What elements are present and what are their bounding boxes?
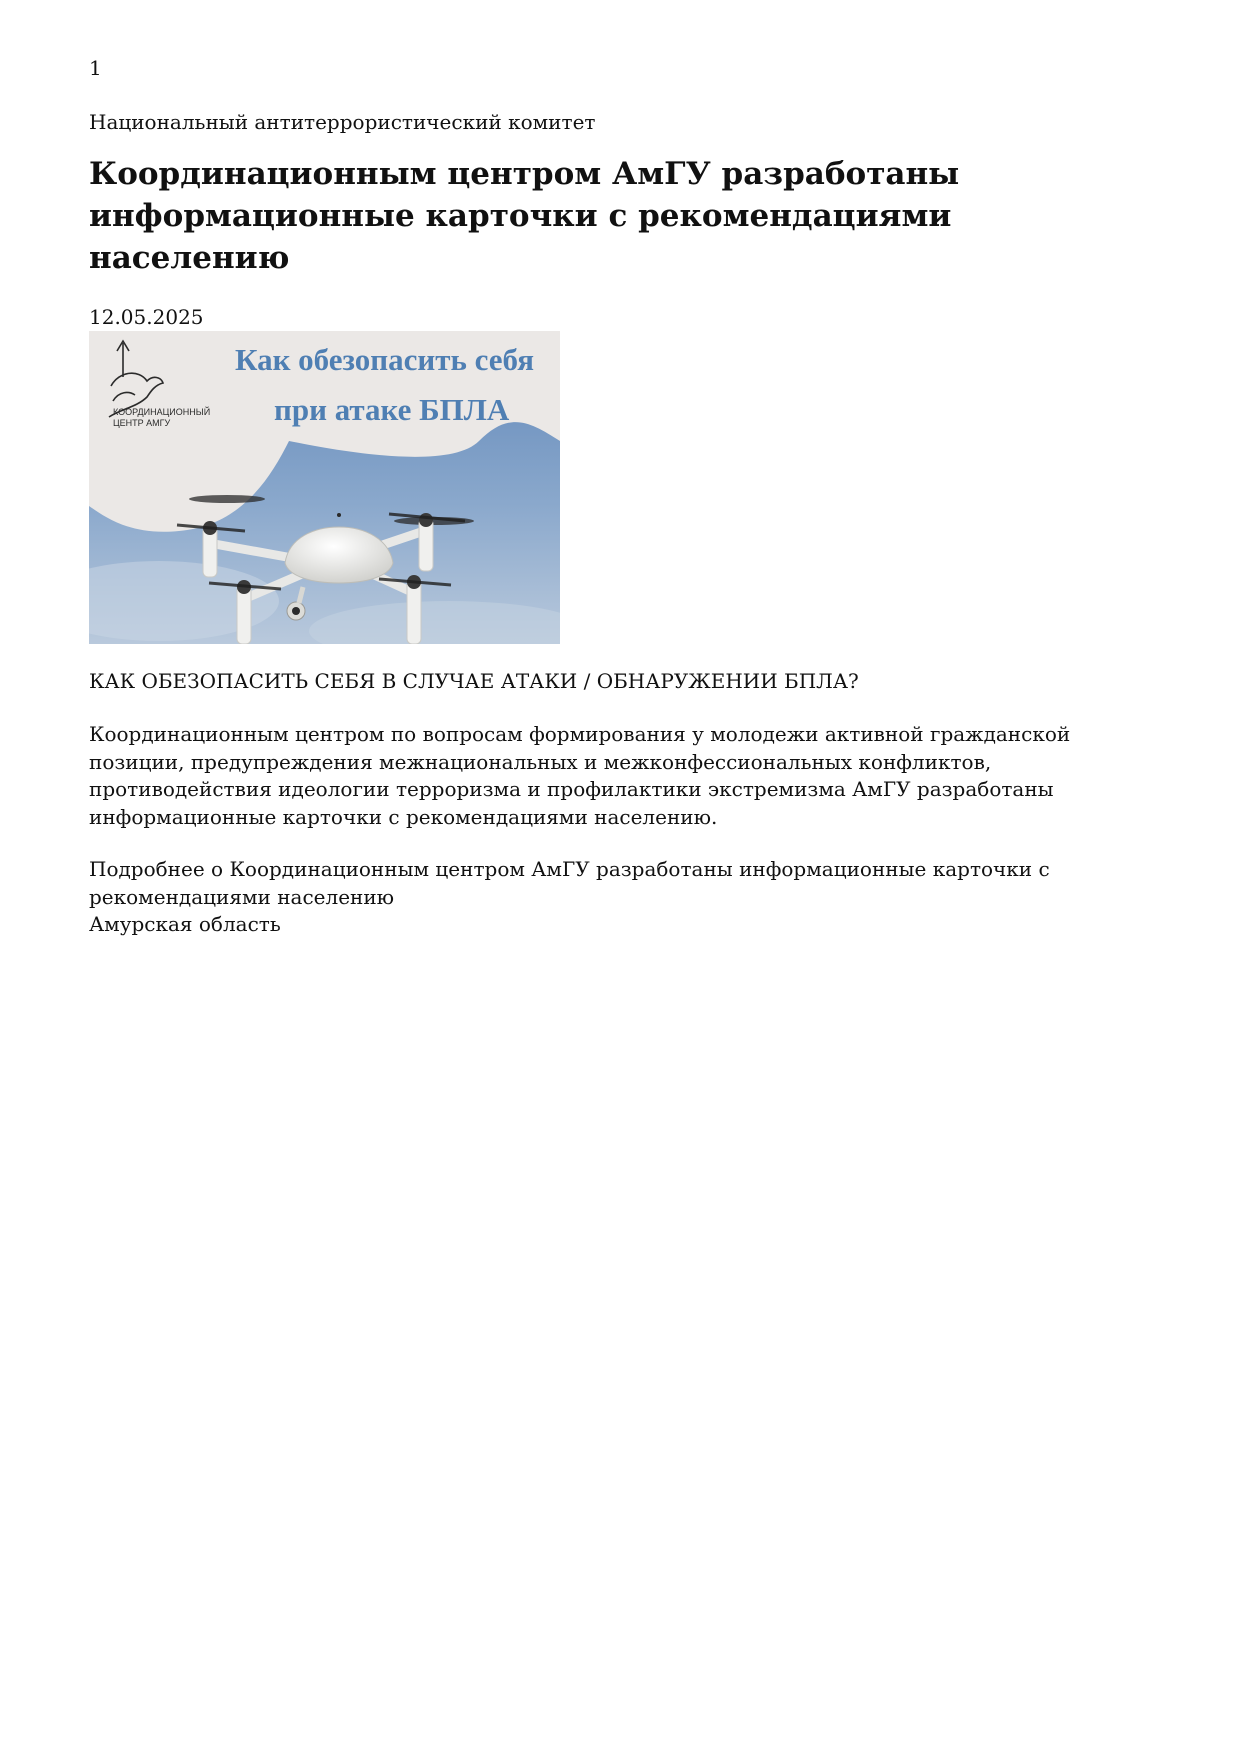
banner-title-line1: Как обезопасить себя [235, 342, 535, 377]
page-number: 1 [89, 56, 102, 80]
article-body: Координационным центром по вопросам формирования у молодежи активной гражданской позиции, предупреждения межнациональных и межконфессиональных конфликтов, противодействия идеологии терроризма и профилактики экстремизма АмГУ разработаны информационные карточки с рекомендациями населению. [89, 722, 1071, 829]
article-image [89, 331, 560, 644]
region-label: Амурская область [89, 912, 281, 936]
logo-text-line2: ЦЕНТР АМГУ [113, 418, 171, 428]
article-date: 12.05.2025 [89, 305, 204, 329]
article-title: Координационным центром АмГУ разработаны информационные карточки с рекомендациями населению [89, 156, 960, 276]
read-more-text: Подробнее о Координационным центром АмГУ разработаны информационные карточки с рекомендациями населению [89, 857, 1050, 909]
banner-title-line2: при атаке БПЛА [274, 392, 510, 427]
source-label: Национальный антитеррористический комитет [89, 110, 596, 134]
article-subheadline: КАК ОБЕЗОПАСИТЬ СЕБЯ В СЛУЧАЕ АТАКИ / ОБНАРУЖЕНИИ БПЛА? [89, 669, 859, 693]
logo-text-line1: КООРДИНАЦИОННЫЙ [113, 407, 211, 417]
